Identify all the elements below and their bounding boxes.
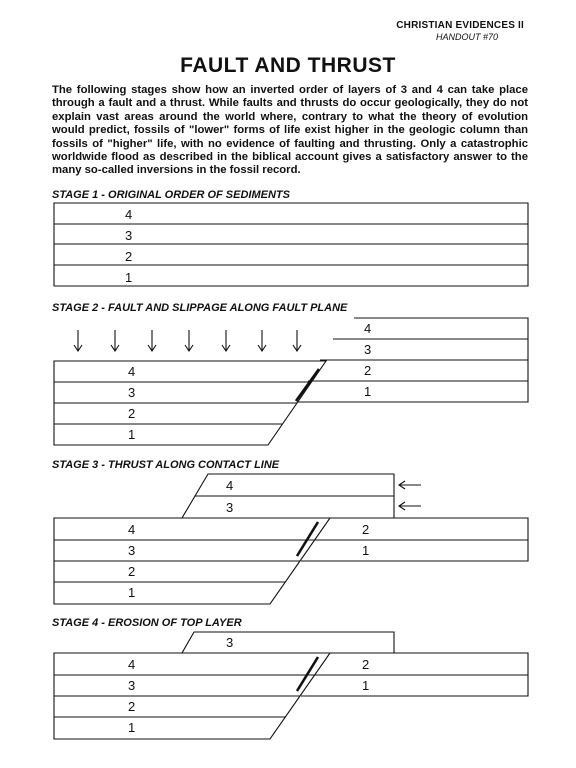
stage-4-diagram	[54, 632, 528, 739]
stage-2-left-label: 3	[128, 385, 136, 400]
down-arrow-icon	[74, 330, 82, 351]
stage-3-thrust-label: 4	[226, 478, 234, 493]
stage-4-left-label: 1	[128, 720, 136, 735]
stage-1-layer-label: 1	[125, 270, 133, 285]
stage-3-thrust-label: 3	[226, 500, 234, 515]
stage-4-left-label: 4	[128, 657, 136, 672]
stage-1-diagram	[54, 203, 528, 286]
stage-4-left-label: 2	[128, 699, 136, 714]
stage-4-right-label: 2	[362, 657, 370, 672]
stage-3-left-label: 3	[128, 543, 136, 558]
stage-2-right-label: 3	[364, 342, 372, 357]
stage-3-left-label: 2	[128, 564, 136, 579]
stage-4-right-label: 1	[362, 678, 370, 693]
stage-2-left-label: 1	[128, 427, 136, 442]
stage-2-left-label: 2	[128, 406, 136, 421]
stage-4-left-label: 3	[128, 678, 136, 693]
intro-paragraph: The following stages show how an inverted order of layers of 3 and 4 can take place through a fault and a thrust. While faults and thrusts do occur geologically, they do not explain vast areas around the world where, contrary to what the theory of evolution would predict, fossils of "lower" forms of life exist higher in the geologic column than fossils of "higher" life, with no evidence of faulting and thrusting. Only a catastrophic worldwide flood as described in the biblical account gives a satisfactory answer to the many so-called inversions in the fossil record.	[52, 84, 528, 177]
stage-1-layer-label: 2	[125, 249, 133, 264]
down-arrow-icon	[185, 330, 193, 351]
down-arrow-icon	[222, 330, 230, 351]
stage-3-right-label: 2	[362, 522, 370, 537]
stage-4-thrust-remnant	[182, 632, 394, 653]
down-arrow-icon	[293, 330, 301, 351]
course-title: CHRISTIAN EVIDENCES II	[396, 20, 524, 31]
down-arrow-icon	[148, 330, 156, 351]
stage-4-heading: STAGE 4 - EROSION OF TOP LAYER	[52, 617, 242, 629]
stage-2-left-label: 4	[128, 364, 136, 379]
down-arrow-icon	[258, 330, 266, 351]
stage-2-right-label: 4	[364, 321, 372, 336]
left-arrow-icon	[399, 481, 421, 489]
stage-3-right-label: 1	[362, 543, 370, 558]
page-title: FAULT AND THRUST	[180, 54, 396, 77]
stage-3-left-label: 4	[128, 522, 136, 537]
stage-3-heading: STAGE 3 - THRUST ALONG CONTACT LINE	[52, 459, 280, 471]
stage-3-diagram	[54, 474, 528, 604]
handout-number: HANDOUT #70	[435, 32, 498, 42]
stage-2-diagram	[54, 318, 528, 445]
stage-1-layer-label: 4	[125, 207, 133, 222]
stage-2-right-label: 2	[364, 363, 372, 378]
stage-1-layer-label: 3	[125, 228, 133, 243]
stage-2-right-label: 1	[364, 384, 372, 399]
stage-4-thrust-label: 3	[226, 635, 234, 650]
stage-2-arrows	[74, 330, 301, 351]
down-arrow-icon	[111, 330, 119, 351]
stage-1-heading: STAGE 1 - ORIGINAL ORDER OF SEDIMENTS	[52, 189, 290, 201]
stage-2-heading: STAGE 2 - FAULT AND SLIPPAGE ALONG FAULT PLANE	[52, 302, 348, 314]
stage-3-left-label: 1	[128, 585, 136, 600]
left-arrow-icon	[399, 502, 421, 510]
stage-2-fault-plane	[296, 369, 319, 401]
